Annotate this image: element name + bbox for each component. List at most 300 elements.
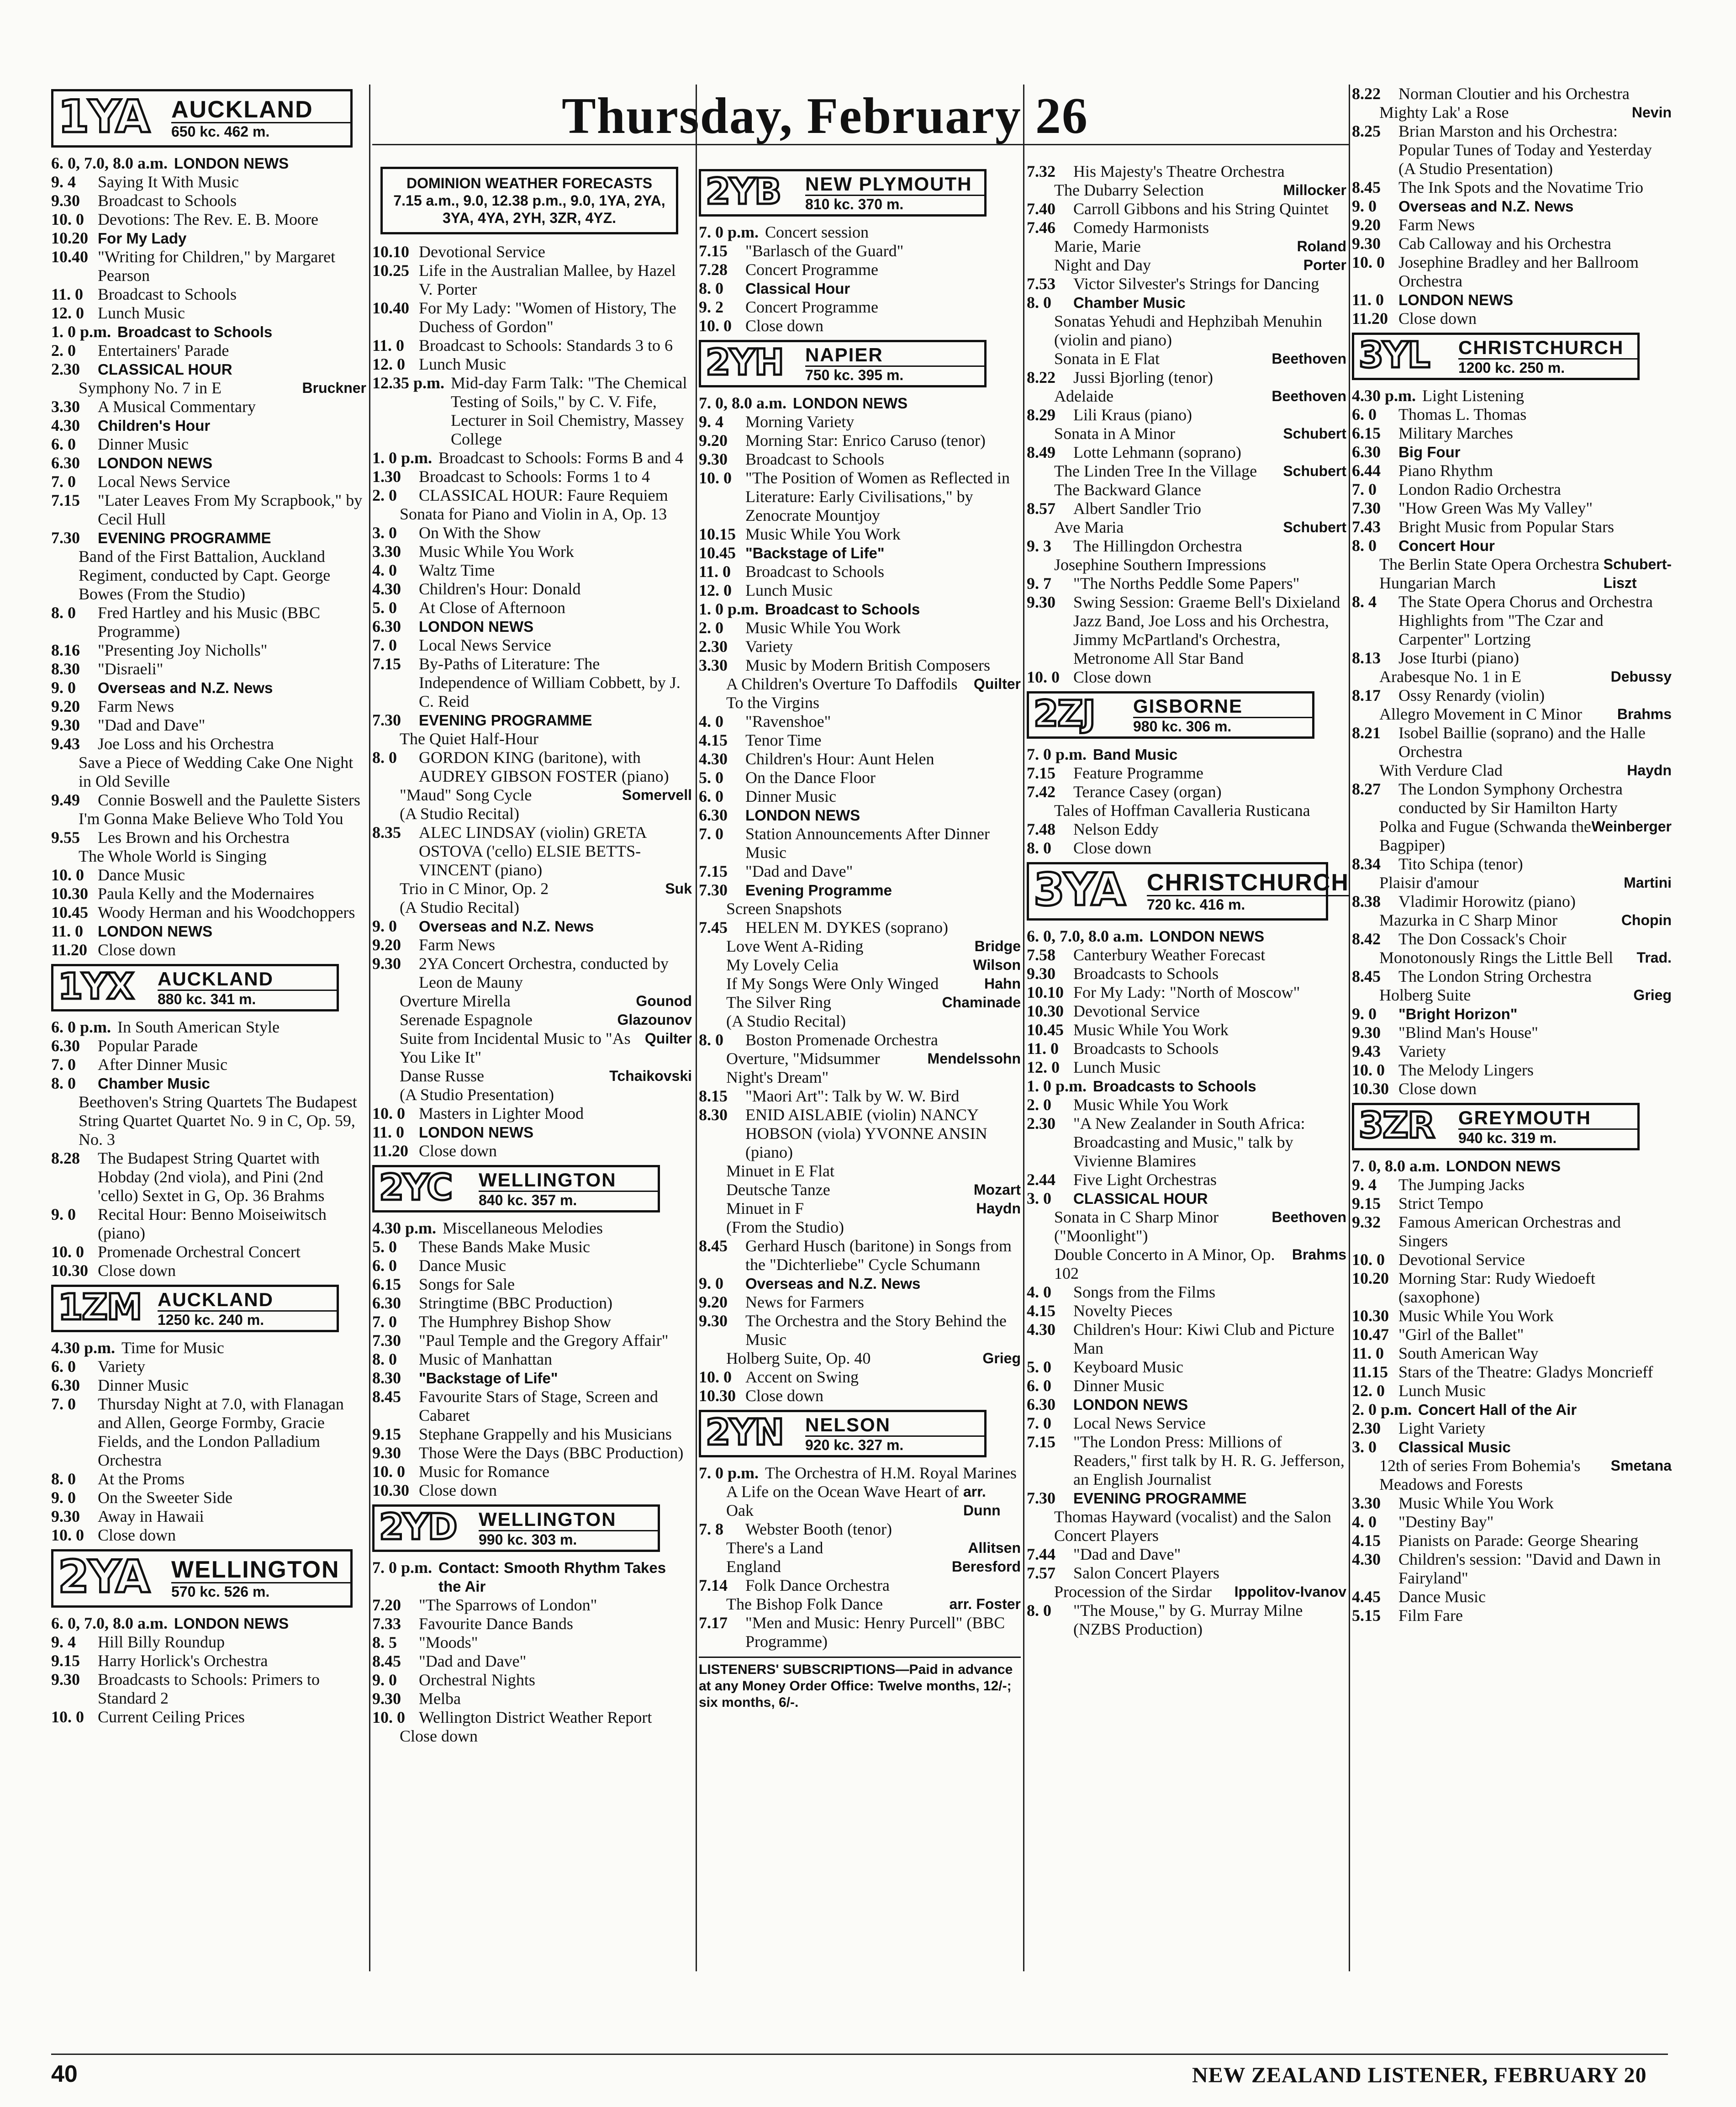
programme-entry	[1352, 536, 1672, 555]
programme-time: 7. 0, 8.0 a.m.	[1352, 1157, 1440, 1175]
programme-time: 10.30	[1027, 1002, 1064, 1020]
composer: Quilter	[973, 676, 1021, 692]
detail-text: Love Went A-Riding	[726, 937, 864, 955]
programme-entry	[1352, 234, 1672, 253]
detail-text: Minuet in E Flat	[726, 1162, 834, 1180]
programme-time: 10.47	[1352, 1325, 1389, 1344]
programme-entry	[1352, 197, 1672, 216]
programme-time: 7. 0, 8.0 a.m.	[699, 394, 786, 412]
programme-time: 2.44	[1027, 1170, 1055, 1189]
programme-title: "Later Leaves From My Scrapbook," by Cecil Hull	[98, 491, 363, 528]
programme-entry	[1352, 1080, 1672, 1098]
programme-title: CLASSICAL HOUR: Faure Requiem	[419, 486, 668, 504]
programme-title: Stephane Grappelly and his Musicians	[419, 1425, 672, 1443]
programme-entry	[1027, 1077, 1346, 1096]
programme-time: 10. 0	[372, 1104, 405, 1122]
programme-time: 9.30	[51, 716, 80, 734]
programme-title: Close down	[419, 1481, 497, 1499]
programme-title: Woody Herman and his Woodchoppers	[98, 903, 355, 921]
programme-entry	[372, 1256, 692, 1275]
programme-detail	[1352, 948, 1672, 967]
programme-detail	[51, 810, 366, 828]
composer: Bridge	[974, 938, 1021, 954]
programme-title: "Men and Music: Henry Purcell" (BBC Programme)	[745, 1614, 1005, 1651]
programme-title: Lili Kraus (piano)	[1073, 406, 1192, 424]
programme-time: 6. 0	[1027, 1376, 1051, 1395]
programme-entry	[1352, 1213, 1672, 1250]
programme-entry	[372, 1275, 692, 1294]
column-4	[1027, 162, 1349, 1639]
detail-text: Holberg Suite, Op. 40	[726, 1349, 871, 1367]
programme-title: Brian Marston and his Orchestra: Popular Tunes of Today and Yesterday (A Studio Presentation)	[1398, 122, 1652, 178]
station-call-sign: 1ZM	[58, 1287, 142, 1328]
programme-title: LONDON NEWS	[793, 395, 908, 412]
column-1	[51, 85, 366, 1726]
programme-entry	[699, 1614, 1021, 1651]
programme-time: 12. 0	[1027, 1058, 1060, 1076]
station-frequency: 920 kc. 327 m.	[805, 1435, 984, 1453]
composer: Beethoven	[1272, 350, 1346, 367]
programme-time: 8.34	[1352, 855, 1381, 873]
detail-text: Procession of the Sirdar	[1054, 1583, 1212, 1601]
programme-entry	[372, 542, 692, 561]
detail-text: (A Studio Recital)	[726, 1012, 846, 1030]
programme-title: Broadcast to Schools: Forms B and 4	[438, 449, 683, 467]
programme-entry	[699, 450, 1021, 469]
programme-detail	[699, 675, 1021, 712]
programme-time: 9.15	[1352, 1194, 1381, 1212]
programme-title: Overseas and N.Z. News	[745, 1275, 921, 1292]
programme-entry	[372, 486, 692, 505]
programme-title: Broadcast to Schools	[117, 323, 273, 340]
programme-time: 11.15	[1352, 1363, 1388, 1381]
programme-time: 8.45	[699, 1237, 728, 1255]
programme-list-1zm	[51, 1339, 366, 1545]
detail-text: Sonata in C Sharp Minor ("Moonlight")	[1054, 1208, 1219, 1245]
programme-title: Dance Music	[98, 866, 185, 884]
programme-time: 10. 0	[1352, 253, 1385, 271]
programme-time: 8. 0	[1027, 839, 1051, 857]
station-city: AUCKLAND	[158, 1288, 274, 1310]
programme-entry	[699, 768, 1021, 787]
programme-detail	[372, 805, 692, 823]
programme-title: Close down	[1398, 309, 1477, 328]
programme-title: The Budapest String Quartet with Hobday (2nd viola), and Pini (2nd 'cello) Sextet in G, Op. 36 Brahms	[98, 1149, 325, 1205]
programme-time: 7.30	[372, 711, 401, 729]
programme-entry	[372, 1294, 692, 1313]
programme-entry	[1027, 1170, 1346, 1189]
station-header-1zm	[51, 1285, 339, 1332]
programme-time: 10.45	[699, 544, 736, 562]
programme-title: LONDON NEWS	[1073, 1396, 1188, 1413]
station-frequency: 1200 kc. 250 m.	[1458, 358, 1637, 376]
programme-entry	[1352, 1157, 1672, 1175]
station-call-sign: 2YN	[706, 1412, 784, 1453]
detail-text: Save a Piece of Wedding Cake One Night in Old Seville	[79, 753, 354, 790]
programme-entry	[51, 191, 366, 210]
programme-entry	[699, 619, 1021, 637]
programme-time: 10. 0	[699, 469, 732, 487]
detail-text: Overture, "Midsummer Night's Dream"	[726, 1049, 880, 1086]
composer: Weinberger	[1591, 818, 1672, 835]
programme-time: 10.45	[1027, 1021, 1064, 1039]
programme-title: Local News Service	[98, 472, 230, 491]
programme-time: 7.42	[1027, 783, 1055, 801]
composer: Gounod	[636, 993, 692, 1009]
programme-time: 12.35 p.m.	[372, 374, 445, 392]
programme-entry	[1027, 574, 1346, 593]
programme-time: 7. 8	[699, 1520, 723, 1538]
programme-list-2zj	[1027, 745, 1346, 858]
programme-entry	[1027, 1189, 1346, 1208]
programme-entry	[1027, 1320, 1346, 1358]
detail-text: "Maud" Song Cycle	[400, 786, 532, 804]
programme-entry	[1352, 1438, 1672, 1456]
programme-title: London Radio Orchestra	[1398, 480, 1561, 498]
programme-entry	[699, 1464, 1021, 1482]
programme-title: A Musical Commentary	[98, 397, 256, 416]
programme-entry	[1352, 386, 1672, 405]
programme-time: 10.30	[51, 1261, 88, 1280]
programme-title: Stars of the Theatre: Gladys Moncrieff	[1398, 1363, 1653, 1381]
programme-time: 6. 0, 7.0, 8.0 a.m.	[51, 154, 168, 172]
programme-entry	[1027, 443, 1346, 462]
programme-entry	[372, 936, 692, 954]
programme-title: Lotte Lehmann (soprano)	[1073, 443, 1241, 461]
programme-detail	[1027, 387, 1346, 406]
column-rule	[696, 85, 697, 1971]
programme-entry	[372, 954, 692, 992]
programme-time: 8.45	[372, 1652, 401, 1670]
programme-time: 7. 0 p.m.	[699, 1464, 759, 1482]
detail-text: Marie, Marie	[1054, 237, 1141, 255]
detail-text: The Bishop Folk Dance	[726, 1595, 883, 1613]
programme-entry	[372, 1481, 692, 1500]
programme-time: 10.40	[51, 248, 88, 266]
programme-time: 7.28	[699, 260, 728, 279]
programme-entry	[372, 1123, 692, 1142]
programme-entry	[1352, 1513, 1672, 1531]
programme-entry	[699, 413, 1021, 431]
programme-time: 8.13	[1352, 649, 1381, 667]
programme-detail	[1352, 911, 1672, 930]
programme-detail	[699, 1595, 1021, 1614]
programme-time: 7.30	[1027, 1489, 1055, 1507]
programme-list-2ya	[51, 1614, 366, 1726]
programme-time: 4. 0	[1027, 1283, 1051, 1301]
programme-time: 9.43	[51, 735, 80, 753]
programme-entry	[51, 173, 366, 191]
programme-entry	[699, 279, 1021, 298]
weather-forecast-box	[380, 167, 678, 234]
detail-text: Adelaide	[1054, 387, 1113, 405]
programme-entry	[699, 223, 1021, 242]
programme-entry	[51, 1376, 366, 1395]
programme-title: Children's Hour: Donald	[419, 580, 581, 598]
programme-entry	[51, 1074, 366, 1093]
detail-text: Double Concerto in A Minor, Op. 102	[1054, 1245, 1275, 1282]
programme-entry	[699, 637, 1021, 656]
detail-text: Polka and Fugue (Schwanda the Bagpiper)	[1379, 817, 1591, 854]
programme-time: 7.32	[1027, 162, 1055, 180]
programme-detail	[51, 847, 366, 866]
detail-text: The Dubarry Selection	[1054, 181, 1204, 199]
programme-detail	[699, 1181, 1021, 1199]
programme-title: For My Lady: "North of Moscow"	[1073, 983, 1300, 1001]
programme-time: 8. 0	[372, 1350, 397, 1368]
programme-title: The Humphrey Bishop Show	[419, 1313, 611, 1331]
programme-detail	[1027, 1208, 1346, 1245]
programme-time: 7.15	[699, 862, 728, 880]
programme-entry	[1352, 1175, 1672, 1194]
programme-time: 7.15	[1027, 764, 1055, 782]
programme-time: 1. 0 p.m.	[1027, 1077, 1087, 1095]
detail-text: The Silver Ring	[726, 993, 831, 1011]
programme-time: 6.30	[51, 1376, 80, 1394]
programme-time: 12. 0	[51, 304, 84, 322]
station-call-sign: 1YX	[58, 966, 133, 1007]
column-2	[372, 162, 692, 1746]
programme-title: The Don Cossack's Choir	[1398, 930, 1567, 948]
programme-entry	[1027, 406, 1346, 424]
programme-title: Dance Music	[1398, 1588, 1486, 1606]
programme-time: 10. 0	[699, 1368, 732, 1386]
programme-entry	[1352, 1061, 1672, 1080]
programme-detail	[1352, 705, 1672, 724]
programme-title: Jose Iturbi (piano)	[1398, 649, 1519, 667]
programme-entry	[372, 561, 692, 580]
detail-text: Overture Mirella	[400, 992, 511, 1010]
programme-time: 4. 0	[1352, 1513, 1377, 1531]
programme-time: 7.15	[372, 655, 401, 673]
programme-time: 7.43	[1352, 518, 1381, 536]
programme-time: 9.55	[51, 828, 80, 847]
programme-title: Broadcast to Schools	[745, 562, 884, 581]
detail-text: Josephine Southern Impressions	[1054, 556, 1266, 574]
detail-text: Ave Maria	[1054, 518, 1124, 536]
programme-title: Broadcast to Schools	[98, 285, 237, 303]
programme-time: 10. 0	[1352, 1061, 1385, 1079]
programme-entry	[1027, 499, 1346, 518]
programme-title: Lunch Music	[419, 355, 506, 373]
programme-title: Jussi Bjorling (tenor)	[1073, 368, 1213, 386]
programme-time: 8.30	[699, 1106, 728, 1124]
programme-entry	[699, 1293, 1021, 1312]
composer: Nevin	[1631, 104, 1672, 121]
masthead-footer: NEW ZEALAND LISTENER, FEBRUARY 20	[1192, 2063, 1647, 2087]
programme-entry	[51, 454, 366, 472]
column-rule	[369, 85, 370, 1971]
programme-entry	[1027, 1114, 1346, 1170]
station-city: AUCKLAND	[171, 96, 313, 123]
programme-entry	[1027, 783, 1346, 801]
station-frequency: 840 kc. 357 m.	[479, 1191, 658, 1208]
programme-detail	[372, 1067, 692, 1085]
station-header-2zj	[1027, 691, 1314, 739]
programme-title: Vladimir Horowitz (piano)	[1398, 892, 1576, 911]
programme-time: 3. 0	[1352, 1438, 1377, 1456]
programme-title: Close down	[745, 1387, 823, 1405]
programme-time: 4.15	[699, 731, 728, 749]
programme-time: 8.49	[1027, 443, 1055, 461]
programme-entry	[51, 1395, 366, 1470]
programme-time: 10. 0	[1352, 1250, 1385, 1269]
programme-time: 8.15	[699, 1087, 728, 1105]
programme-title: Overseas and N.Z. News	[1398, 198, 1574, 215]
station-header-1yx	[51, 964, 339, 1011]
programme-title: "The Mouse," by G. Murray Milne (NZBS Production)	[1073, 1601, 1303, 1638]
programme-entry	[699, 242, 1021, 260]
programme-time: 2.30	[699, 637, 728, 656]
station-frequency: 1250 kc. 240 m.	[158, 1310, 337, 1328]
detail-text: My Lovely Celia	[726, 956, 839, 974]
programme-entry	[699, 581, 1021, 600]
programme-time: 9.30	[372, 1689, 401, 1708]
programme-time: 8.45	[1352, 967, 1381, 985]
programme-title: Norman Cloutier and his Orchestra	[1398, 85, 1630, 103]
programme-time: 11. 0	[1027, 1039, 1059, 1058]
programme-time: 7.48	[1027, 820, 1055, 838]
station-city: GISBORNE	[1133, 695, 1243, 717]
programme-entry	[51, 697, 366, 716]
programme-entry	[699, 1237, 1021, 1274]
programme-entry	[51, 1339, 366, 1357]
programme-time: 6.15	[372, 1275, 401, 1293]
programme-entry	[51, 229, 366, 248]
programme-title: "Writing for Children," by Margaret Pearson	[98, 248, 336, 285]
composer: Grieg	[1633, 987, 1672, 1003]
programme-title: Piano Rhythm	[1398, 461, 1493, 480]
composer: Glazounov	[617, 1011, 692, 1028]
programme-title: Cab Calloway and his Orchestra	[1398, 234, 1611, 253]
programme-entry	[1027, 1376, 1346, 1395]
programme-detail	[51, 547, 366, 604]
programme-title: Children's Hour: Aunt Helen	[745, 750, 934, 768]
programme-title: Concert Hour	[1398, 537, 1495, 554]
programme-entry	[1352, 1588, 1672, 1606]
programme-time: 9. 4	[699, 413, 723, 431]
programme-time: 7.57	[1027, 1564, 1055, 1582]
programme-entry	[1352, 1307, 1672, 1325]
detail-text: (From the Studio)	[726, 1218, 844, 1236]
programme-title: Close down	[98, 1261, 176, 1280]
programme-title: Variety	[98, 1357, 145, 1376]
programme-entry	[51, 716, 366, 735]
programme-entry	[51, 1149, 366, 1205]
programme-entry	[1027, 1096, 1346, 1114]
programme-entry	[1352, 1363, 1672, 1382]
programme-title: In South American Style	[117, 1018, 280, 1036]
programme-title: 2YA Concert Orchestra, conducted by Leon de Mauny	[419, 954, 669, 991]
programme-title: Classical Music	[1398, 1439, 1511, 1456]
programme-time: 8.45	[372, 1387, 401, 1406]
programme-entry	[372, 1652, 692, 1671]
programme-title: Popular Parade	[98, 1037, 198, 1055]
detail-text: Night and Day	[1054, 256, 1151, 274]
station-frequency: 980 kc. 306 m.	[1133, 717, 1312, 735]
programme-title: For My Lady: "Women of History, The Duchess of Gordon"	[419, 299, 676, 336]
programme-entry	[1027, 1545, 1346, 1564]
programme-time: 10. 0	[51, 866, 84, 884]
programme-time: 7.45	[699, 918, 728, 937]
programme-entry	[1352, 1419, 1672, 1438]
programme-title: Overseas and N.Z. News	[98, 679, 273, 696]
programme-detail	[699, 1482, 1021, 1520]
programme-entry	[1027, 162, 1346, 181]
composer: Chaminade	[942, 994, 1021, 1011]
programme-entry	[1352, 855, 1672, 874]
programme-time: 3.30	[372, 542, 401, 561]
programme-time: 8. 0	[699, 1031, 723, 1049]
programme-title: Stringtime (BBC Production)	[419, 1294, 613, 1312]
programme-title: Devotions: The Rev. E. B. Moore	[98, 210, 318, 228]
station-city: GREYMOUTH	[1458, 1106, 1591, 1128]
programme-time: 9.15	[372, 1425, 401, 1443]
programme-title: Concert session	[765, 223, 869, 241]
composer: arr. Foster	[949, 1596, 1021, 1612]
detail-text: The Linden Tree In the Village The Backward Glance	[1054, 462, 1257, 499]
programme-time: 6. 0 p.m.	[51, 1018, 111, 1036]
programme-entry	[1352, 518, 1672, 536]
programme-title: Local News Service	[1073, 1414, 1206, 1432]
programme-detail	[1027, 256, 1346, 275]
programme-time: 9. 4	[1352, 1175, 1377, 1194]
programme-entry	[1352, 1531, 1672, 1550]
programme-entry	[699, 750, 1021, 768]
programme-time: 9.30	[699, 450, 728, 468]
programme-time: 10.20	[1352, 1269, 1389, 1287]
programme-title: "Barlasch of the Guard"	[745, 242, 904, 260]
programme-list-3yl	[1352, 386, 1672, 1098]
programme-time: 6.30	[699, 806, 728, 824]
programme-title: Nelson Eddy	[1073, 820, 1159, 838]
programme-time: 9. 0	[372, 917, 397, 935]
programme-entry	[372, 1615, 692, 1633]
detail-text: Tales of Hoffman Cavalleria Rusticana	[1054, 801, 1310, 820]
programme-title: Music While You Work	[1398, 1494, 1554, 1512]
station-header-2ya	[51, 1549, 353, 1608]
programme-entry	[1352, 724, 1672, 761]
programme-time: 8.22	[1027, 368, 1055, 386]
programme-entry	[1352, 309, 1672, 328]
programme-detail	[372, 879, 692, 898]
programme-entry	[1027, 745, 1346, 764]
programme-detail	[372, 992, 692, 1011]
programme-title: Famous American Orchestras and Singers	[1398, 1213, 1621, 1250]
programme-time: 7.20	[372, 1596, 401, 1614]
composer: Beresford	[951, 1558, 1021, 1575]
page-title: Thursday, February 26	[562, 88, 1088, 144]
programme-entry	[1352, 1042, 1672, 1061]
detail-text: I'm Gonna Make Believe Who Told You	[79, 810, 343, 828]
programme-entry	[699, 431, 1021, 450]
programme-title: Victor Silvester's Strings for Dancing	[1073, 275, 1319, 293]
programme-time: 7.15	[699, 242, 728, 260]
programme-title: Folk Dance Orchestra	[745, 1576, 890, 1594]
programme-entry	[699, 1087, 1021, 1106]
composer: Brahms	[1292, 1246, 1346, 1263]
programme-entry	[1027, 1395, 1346, 1414]
programme-title: LONDON NEWS	[745, 807, 860, 824]
programme-entry	[372, 336, 692, 355]
programme-time: 6.30	[372, 617, 401, 635]
programme-time: 4. 0	[699, 712, 723, 731]
detail-text: The Whole World is Singing	[79, 847, 267, 865]
programme-entry	[51, 1526, 366, 1545]
composer: Schubert	[1283, 425, 1346, 442]
programme-title: Swing Session: Graeme Bell's Dixieland Jazz Band, Joe Loss and his Orchestra, Jimmy McPartland's Orchestra, Metronome All Star Band	[1073, 593, 1340, 667]
programme-entry	[1352, 499, 1672, 518]
